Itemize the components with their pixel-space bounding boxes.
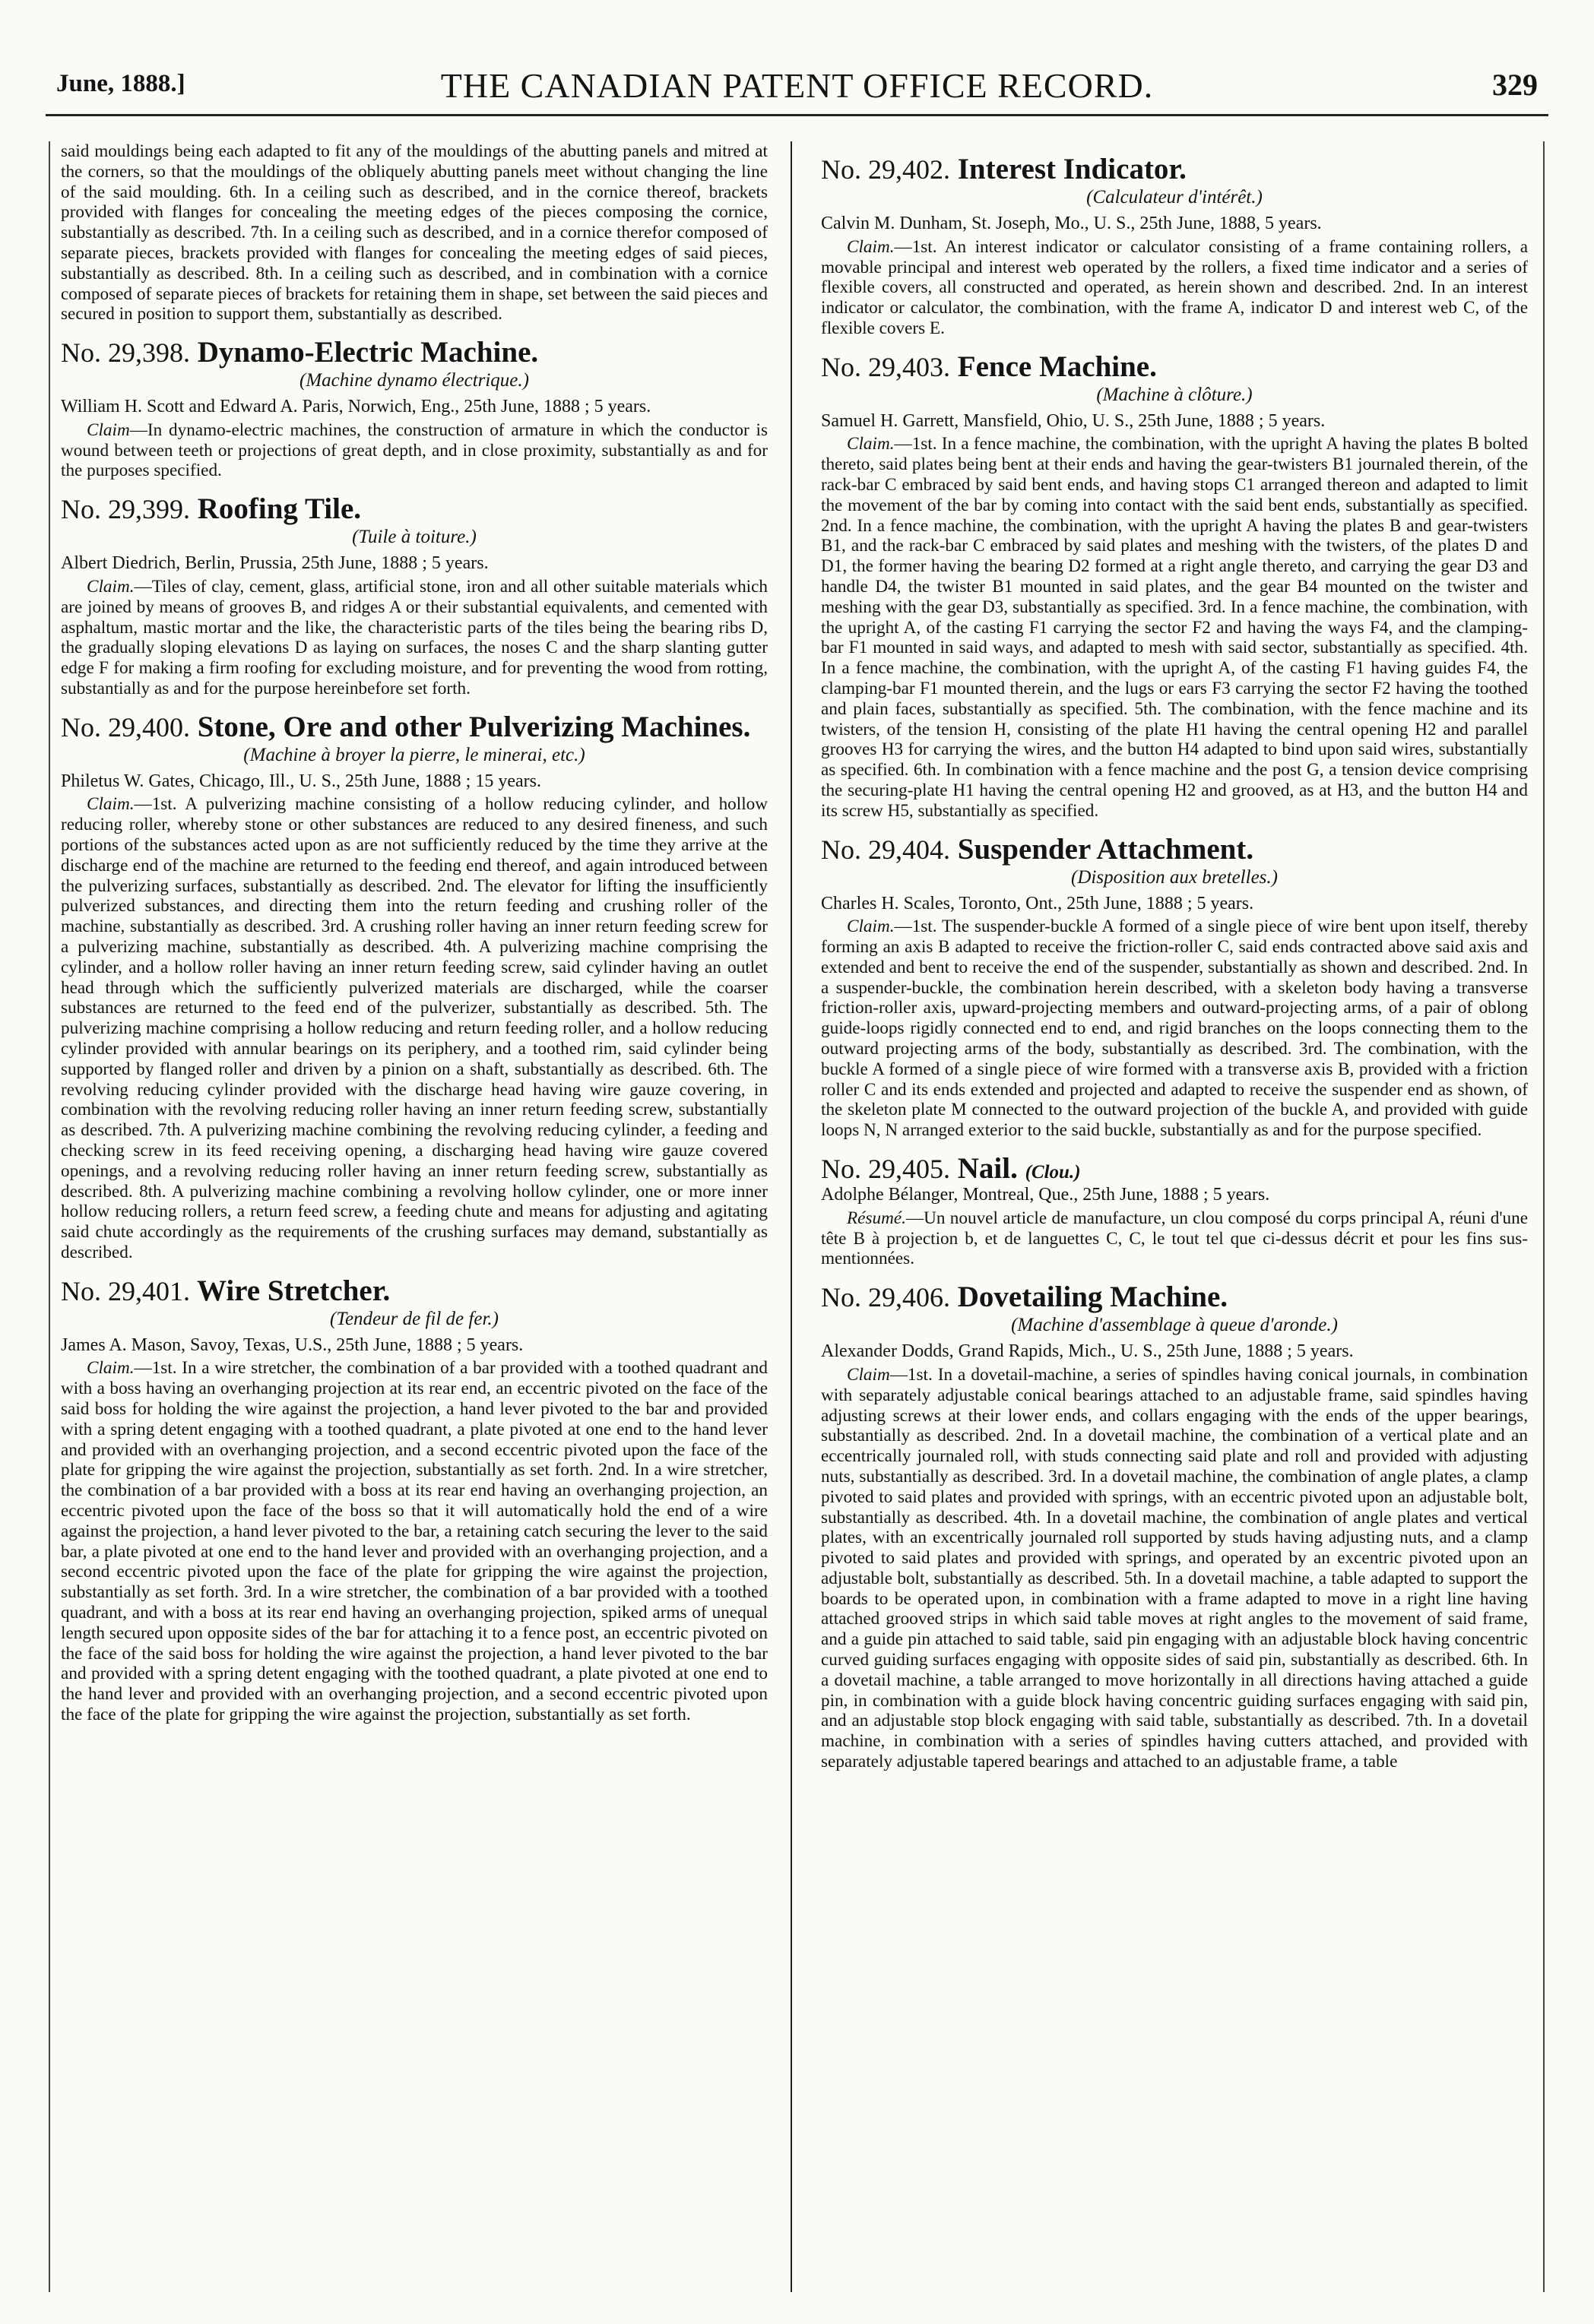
claim-label: Résumé. [847, 1208, 906, 1228]
patent-heading [821, 351, 1528, 383]
patent-claim [61, 794, 768, 1262]
patent-claim [821, 1208, 1528, 1269]
claim-label: Claim. [847, 236, 895, 257]
claim-text: —1st. In a fence machine, the combination, with the upright A having the plates B bolted thereto, said plates being bent at their ends and having the gear-twisters B1 journaled therein, of the rack-bar C embraced by said bent ends, and having stops C1 arranged thereon and adapted to limit the movement of the bar by coming into contact with the said bent ends, substantially as specified. 2nd. In a fence machine, the combination, with the upright A having the plates B and gear-twisters B1, and the rack-bar C embraced by said plates and meshing with the twisters, of the plates D and D1, the former having the bearing D2 formed at a right angle thereto, and carrying the gear D3 and handle D4, the twister B1 mounted in said plates, and the gear B4 mounted on the twister and meshing with the gear D3, substantially as specified. 3rd. In a fence machine, the combination, with the upright A, of the casting F1 carrying the sector F2 and having the ways F4, and the clamping-bar F1 mounted in said ways, and adapted to mesh with said sector, substantially as specified. 4th. In a fence machine, the combination, with the upright A, of the casting F1 having guides F4, the clamping-bar F1 mounted therein, and the lugs or ears F3 carrying the sector F2 having the toothed and plain faces, substantially as specified. 5th. The combination, with the fence machine and its twisters, of the tension H, consisting of the plate H1 having the central opening H2 and parallel grooves H3 for carrying the wires, and the button H4 adapted to bind upon said wires, substantially as specified. 6th. In combination with a fence machine and the post G, a tension device comprising the securing-plate H1 having the central opening H2 and grooved, as at H3, and the button H4 and its screw H5, substantially as specified. [821, 434, 1528, 821]
page-header [0, 0, 1594, 106]
patent-entry-29398 [61, 337, 768, 481]
patent-number: No. 29,403. [821, 351, 950, 382]
patent-title: Nail. [957, 1152, 1018, 1185]
patent-inventor: James A. Mason, Savoy, Texas, U.S., 25th June, 1888 ; 5 years. [61, 1335, 524, 1355]
patent-inventor: Samuel H. Garrett, Mansfield, Ohio, U. S., 25th June, 1888 ; 5 years. [821, 410, 1326, 431]
patent-inventor: Adolphe Bélanger, Montreal, Que., 25th June, 1888 ; 5 years. [821, 1185, 1270, 1205]
patent-title: Stone, Ore and other Pulverizing Machines. [197, 710, 751, 743]
header-rule [46, 114, 1548, 116]
patent-number: No. 29,405. [821, 1154, 950, 1184]
patent-title: Dovetailing Machine. [957, 1281, 1228, 1314]
patent-claim [61, 420, 768, 481]
publication-title: THE CANADIAN PATENT OFFICE RECORD. [440, 66, 1154, 105]
patent-claim [821, 434, 1528, 821]
right-column [821, 141, 1528, 2300]
left-column [61, 141, 768, 2300]
claim-text: —1st. In a dovetail-machine, a series of spindles having conical journals, in combination with separately adjustable conical bearings attached to an adjustable frame, said spindles having adjusting screws at their lower ends, and collars engaging with the ends of the upper bearings, substantially as described. 2nd. In a dovetail machine, the combination of a vertical plate and an eccentrically journaled roll, with studs connecting said plate and roll and provided with adjusting nuts, substantially as described. 3rd. In a dovetail machine, the combination of angle plates, a clamp pivoted to said plates and provided with springs, with an eccentric pivoted upon an adjustable bolt, substantially as described. 4th. In a dovetail machine, the combination of angle plates and vertical plates, with an excentrically journaled roll supported by studs having adjusting nuts, and a clamp pivoted to said plates and provided with springs, and operated by an excentric pivoted upon an adjustable bolt, substantially as described. 5th. In a dovetail machine, a table adapted to support the boards to be operated upon, in combination with a frame adapted to move in a right line having attached grooved strips in which said table moves at right angles to the movement of said frame, and a guide pin attached to said table, said pin engaging with an adjustable block having concentric curved guiding surfaces engaging with opposite sides of said pin, substantially as described. 6th. In a dovetail machine, a table arranged to move horizontally in all directions having attached a guide pin, in combination with a guide block having concentric guiding surfaces engaging with said pin, and an adjustable stop block engaging with said table, substantially as described. 7th. In a dovetail machine, in combination with a series of spindles having cutters attached, and provided with separately adjustable tapered bearings and attached to an adjustable frame, a table [821, 1364, 1528, 1772]
patent-french-title: (Tendeur de fil de fer.) [330, 1308, 499, 1329]
patent-french-title: (Calculateur d'intérêt.) [1086, 187, 1263, 208]
patent-french-title: (Machine dynamo électrique.) [299, 370, 529, 391]
patent-entry-29403 [821, 351, 1528, 822]
patent-title: Roofing Tile. [197, 492, 362, 526]
claim-text: —Tiles of clay, cement, glass, artificial stone, iron and all other suitable materials which are joined by means of grooves B, and ridges A or their substantial equivalents, and cemented with asphaltum, mastic mortar and the like, the characteristic parts of the tiles being the bearing ribs D, the gradually sloping elevations D as laying on surfaces, the noses C and the sharp slanting gutter edge F for making a firm roofing for excluding moisture, and for preventing the wood from rotting, substantially as and for the purpose hereinbefore set forth. [61, 576, 768, 698]
patent-title: Suspender Attachment. [957, 832, 1254, 866]
continued-claim-text: said mouldings being each adapted to fit any of the mouldings of the abutting panels and mitred at the corners, so that the mouldings of the obliquely abutting panels meet without changing the line of the said moulding. 6th. In a ceiling such as described, and in the cornice thereof, brackets provided with flanges for concealing the meeting edges of the pieces composing the cornice, substantially as described. 7th. In a ceiling such as described, and in a cornice therefor composed of separate pieces, brackets provided with flanges for concealing the meeting edges of said pieces, substantially as described. 8th. In a ceiling such as described, and in combination with a cornice composed of separate pieces of brackets for retaining them in shape, set between the said pieces and secured in position to support them, substantially as described. [61, 141, 768, 325]
patent-inventor: William H. Scott and Edward A. Paris, Norwich, Eng., 25th June, 1888 ; 5 years. [61, 397, 651, 417]
patent-number: No. 29,406. [821, 1282, 950, 1313]
patent-number: No. 29,399. [61, 494, 190, 525]
patent-entry-29406 [821, 1281, 1528, 1772]
claim-text: —1st. A pulverizing machine consisting of a hollow reducing cylinder, and hollow reducing roller, whereby stone or other substances are reduced to any desired fineness, and such portions of the substances acted upon as are not sufficiently reduced by the time they arrive at the discharge end of the machine are returned to the feeding end thereof, and again introduced between the pulverizing surfaces, substantially as described. 2nd. The elevator for lifting the insufficiently pulverized substances, and directing them into the return feeding and crushing roller of the machine, substantially as described. 3rd. A crushing roller having an inner return feeding screw for a pulverizing machine, substantially as described. 4th. A pulverizing machine comprising the cylinder, and a hollow roller having an inner return feeding screw, said cylinder having an outlet head through which the sufficiently pulverized materials are discharged, while the coarser substances are returned to the feed end of the pulverizer, substantially as described. 5th. The pulverizing machine comprising a hollow reducing and return feeding roller, and a hollow reducing cylinder provided with annular bearings on its periphery, and a toothed rim, said cylinder being supported by flanged roller and driven by a pinion on a shaft, substantially as described. 6th. The revolving reducing cylinder provided with the discharge head having wire gauze covering, in combination with the revolving reducing roller having an inner return feeding screw, substantially as described. 7th. A pulverizing machine combining the revolving reducing cylinder, a feeding and checking screw in its feed receiving opening, a discharging head having wire gauze covered openings, and a revolving reducing roller having an inner return feeding screw, substantially as described. 8th. A pulverizing machine combining a revolving hollow cylinder, one or more inner hollow reducing rollers, a return feed screw, a feeding chute and means for adjusting and agitating said chute accordingly as the requirements of the crushing surfaces may demand, substantially as described. [61, 794, 768, 1262]
patent-title: Interest Indicator. [957, 153, 1187, 185]
claim-label: Claim [87, 420, 130, 440]
patent-entry-29404 [821, 834, 1528, 1141]
claim-text: —1st. In a wire stretcher, the combination of a bar provided with a toothed quadrant and with a boss having an overhanging projection at its rear end, an eccentric pivoted on the face of the said boss for holding the wire against the projection, a hand lever pivoted to the bar and provided with a spring detent engaging with a toothed quadrant, a plate pivoted at one end to the hand lever and provided with an overhanging projection, and a second eccentric pivoted upon the face of the plate for gripping the wire against the projection, substantially as set forth. 2nd. In a wire stretcher, the combination of a bar provided with a boss at its rear end having an overhanging projection, an eccentric pivoted upon the face of the boss so that it will automatically hold the end of a wire against the projection, a hand lever pivoted to the bar, a retaining catch securing the lever to the said bar, a plate pivoted at one end to the hand lever and provided with an overhanging projection, and a second eccentric pivoted upon the face of the plate for gripping the wire against the projection, substantially as set forth. 3rd. In a wire stretcher, the combination of a bar provided with a toothed quadrant, and with a boss at its rear end having an overhanging projection, spiked arms of unequal length secured upon opposite sides of the bar for attaching it to a fence post, an eccentric pivoted on the face of the said boss for holding the wire against the projection, a hand lever pivoted to the bar and provided with a spring detent engaging with the toothed quadrant, a plate pivoted at one end to the hand lever and provided with an overhanging projection, and a second eccentric pivoted upon the face of the plate for gripping the wire against the projection, substantially as set forth. [61, 1358, 768, 1725]
patent-claim [61, 1358, 768, 1724]
patent-inventor: Philetus W. Gates, Chicago, Ill., U. S., 25th June, 1888 ; 15 years. [61, 771, 541, 791]
patent-heading [821, 834, 1528, 866]
patent-heading [821, 154, 1528, 185]
patent-title: Fence Machine. [957, 350, 1157, 383]
claim-text: —1st. The suspender-buckle A formed of a single piece of wire bent upon itself, thereby forming an axis B adapted to receive the friction-roller C, said ends contracted above said axis and extended and bent to receive the end of the suspender, substantially as shown and described. 2nd. In a suspender-buckle, the combination herein described, with a skeleton body having a transverse friction-roller axis, upward-projecting members and outward-projecting arms, of a pair of oblong guide-loops rigidly connected end to end, and rigid branches on the loops connecting them to the outward projecting arms of the body, substantially as described. 3rd. The combination, with the buckle A formed of a single piece of wire formed with a transverse axis B, provided with a friction roller C and its ends extended and projected and adapted to receive the suspender end as shown, of the skeleton plate M connected to the outward projection of the buckle A, and provided with guide loops N, N arranged exterior to the said buckle, substantially as and for the purpose specified. [821, 917, 1528, 1141]
patent-entry-29405 [821, 1153, 1528, 1269]
claim-label: Claim. [87, 576, 135, 597]
right-margin-rule [1543, 141, 1545, 2292]
patent-inventor: Alexander Dodds, Grand Rapids, Mich., U. S., 25th June, 1888 ; 5 years. [821, 1341, 1354, 1362]
patent-french-title: (Machine à broyer la pierre, le minerai, etc.) [243, 744, 585, 765]
column-divider [791, 141, 792, 2292]
patent-entry-29399 [61, 493, 768, 698]
claim-label: Claim [847, 1364, 890, 1385]
claim-label: Claim. [87, 1358, 135, 1379]
patent-entry-29401 [61, 1275, 768, 1725]
claim-text: —1st. An interest indicator or calculator consisting of a frame containing rollers, a movable principal and interest web operated by the rollers, a fixed time indicator and a series of flexible covers, all constructed and operated, as herein shown and described. 2nd. In an interest indicator or calculator, the combination, with the frame A, indicator D and interest web C, of the flexible covers E. [821, 236, 1528, 338]
patent-claim [821, 917, 1528, 1141]
patent-number: No. 29,400. [61, 711, 190, 742]
patent-number: No. 29,404. [821, 834, 950, 865]
issue-date: June, 1888.] [56, 70, 185, 97]
patent-entry-29402 [821, 154, 1528, 339]
patent-title: Wire Stretcher. [197, 1274, 391, 1307]
patent-entry-29400 [61, 711, 768, 1263]
patent-inventor: Albert Diedrich, Berlin, Prussia, 25th June, 1888 ; 5 years. [61, 553, 489, 574]
patent-inventor: Charles H. Scales, Toronto, Ont., 25th June, 1888 ; 5 years. [821, 893, 1254, 913]
claim-label: Claim. [87, 794, 135, 815]
claim-text: —Un nouvel article de manufacture, un clou composé du corps principal A, réuni d'une tête B à projection b, et de languettes C, C, le tout tel que ci-dessus décrit et pour les fins sus-mentionnées. [821, 1208, 1528, 1269]
patent-claim [61, 577, 768, 699]
page-number: 329 [1492, 68, 1538, 102]
patent-claim [821, 237, 1528, 339]
patent-heading [821, 1153, 1528, 1185]
claim-label: Claim. [847, 434, 895, 454]
patent-heading [61, 493, 768, 525]
patent-number: No. 29,398. [61, 337, 190, 369]
patent-claim [821, 1365, 1528, 1772]
patent-heading [61, 711, 768, 743]
claim-label: Claim. [847, 917, 895, 937]
patent-heading [61, 1275, 768, 1307]
patent-french-title: (Disposition aux bretelles.) [1071, 866, 1278, 888]
claim-text: —In dynamo-electric machines, the construction of armature in which the conductor is wound between teeth or projections of great depth, and in close proximity, substantially as and for the purposes specified. [61, 420, 768, 481]
left-margin-rule [49, 141, 50, 2292]
patent-number: No. 29,401. [61, 1275, 190, 1306]
patent-french-title: (Clou.) [1025, 1162, 1081, 1183]
patent-french-title: (Machine d'assemblage à queue d'aronde.) [1011, 1315, 1338, 1336]
patent-french-title: (Machine à clôture.) [1096, 384, 1253, 405]
patent-heading [821, 1281, 1528, 1313]
patent-title: Dynamo-Electric Machine. [197, 336, 539, 369]
patent-heading [61, 337, 768, 369]
patent-inventor: Calvin M. Dunham, St. Joseph, Mo., U. S., 25th June, 1888, 5 years. [821, 213, 1322, 233]
patent-number: No. 29,402. [821, 154, 950, 185]
patent-french-title: (Tuile à toiture.) [352, 527, 477, 548]
